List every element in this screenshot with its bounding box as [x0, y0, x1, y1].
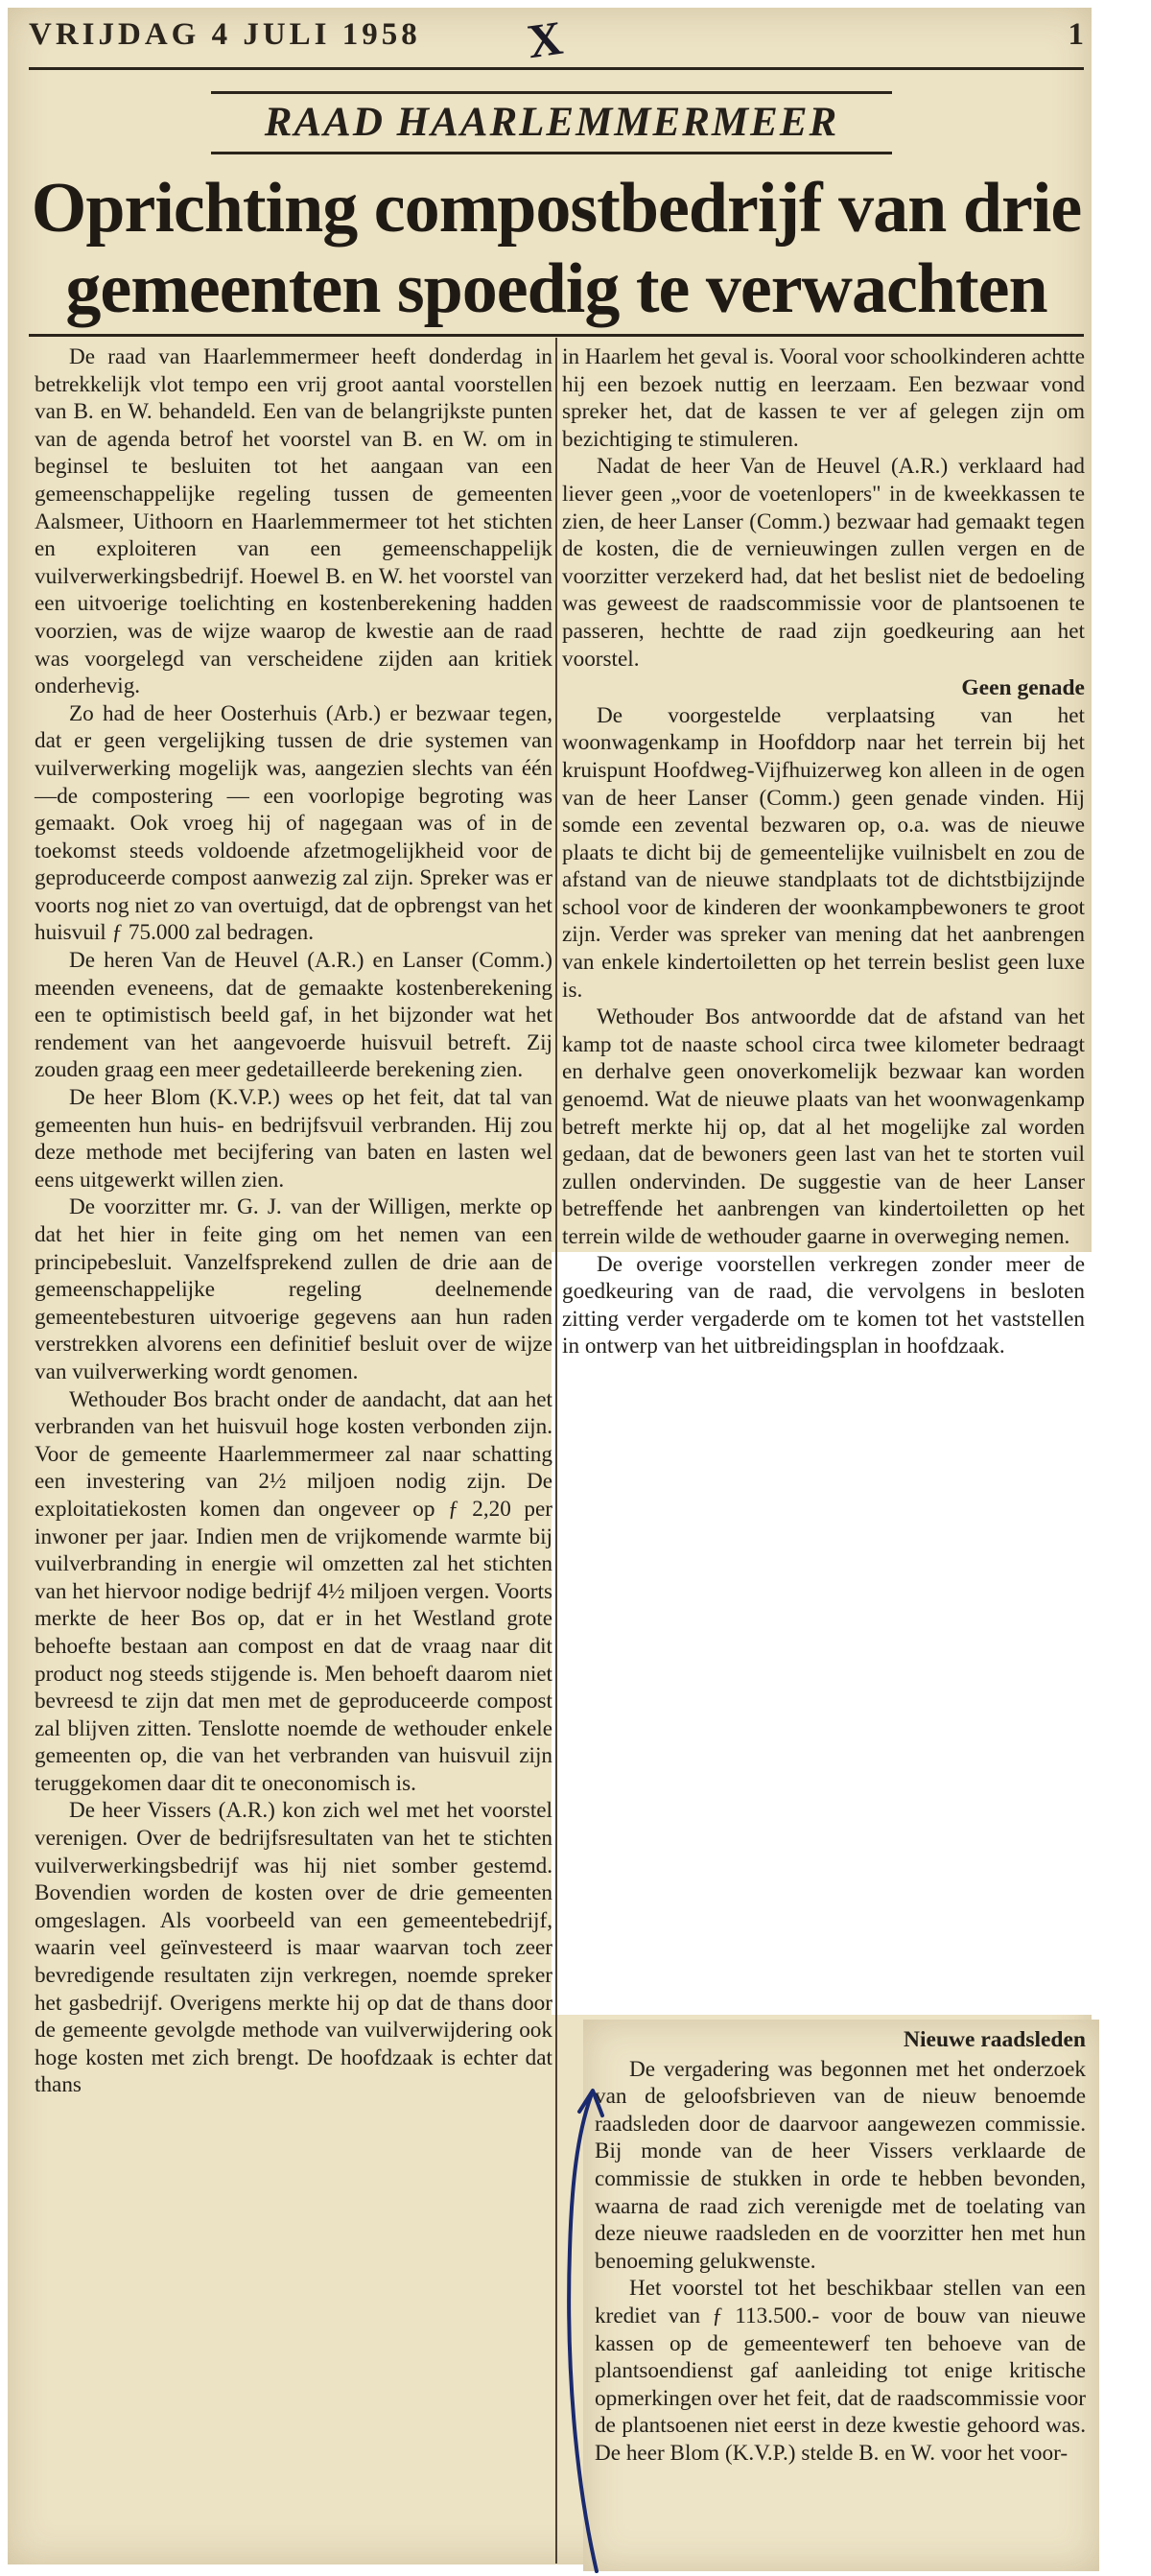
- handwritten-x-mark: X: [524, 10, 566, 69]
- paragraph: De voorgestelde verplaatsing van het woonwagenkamp in Hoofddorp naar het terrein bij het kruispunt Hoofdweg-Vijfhuizerweg kon alleen in de ogen van de heer Lanser (Comm.) geen genade vinden. Hij somde een zevental bezwaren op, o.a. was de nieuwe plaats te dicht bij de gemeentelijke vuilnisbelt en zou de afstand van de nieuwe standplaats tot de dichtstbijzijnde school voor de kinderen der woonkampbewoners te groot zijn. Verder was spreker van mening dat het aanbrengen van enkele kindertoiletten op het terrein beslist geen luxe is.: [562, 702, 1085, 1003]
- paragraph: De vergadering was begonnen met het onderzoek van de geloofsbrieven van de nieuw benoemde raadsleden door de daarvoor aangewezen commissie. Bij monde van de heer Vissers verklaarde de commissie de stukken in orde te hebben bevonden, waarna de raad zich verenigde met de toelating van deze nieuwe raadsleden en de voorzitter hen met hun benoeming gelukwenste.: [595, 2056, 1086, 2274]
- issue-date: VRIJDAG 4 JULI 1958: [29, 17, 421, 52]
- paragraph: Wethouder Bos antwoordde dat de afstand van het kamp tot de naaste school circa twee kilometer bedraagt en derhalve geen onoverkomelijk bezwaar kan worden genoemd. Wat de nieuwe plaats van het woonwagenkamp betreft merkte hij op, dat al het mogelijke zal worden gedaan, dat de bewoners geen last van het te storten vuil zullen ondervinden. De suggestie van de heer Lanser betreffende het aanbrengen van kindertoiletten op het terrein wilde de wethouder gaarne in overweging nemen.: [562, 1004, 1085, 1249]
- paragraph: in Haarlem het geval is. Vooral voor schoolkinderen achtte hij een bezoek nuttig en leerzaam. Een bezwaar vond spreker het, dat de kassen te ver af gelegen zijn om bezichtiging te stimuleren.: [562, 344, 1085, 452]
- paragraph: De voorzitter mr. G. J. van der Willigen, merkte op dat het hier in feite ging om het nemen van een principebesluit. Vanzelfsprekend zullen de drie aan de gemeenschappelijke regeling deelnemende gemeentebesturen uitvoerige gegevens aan hun raden verstrekken alvorens een definitief besluit over de wijze van vuilverwerking wordt genomen.: [35, 1194, 552, 1384]
- paragraph: Het voorstel tot het beschikbaar stellen van een krediet van ƒ 113.500.- voor de bouw van nieuwe kassen op de gemeentewerf ten behoeve van de plantsoendienst gaf aanleiding tot enige kritische opmerkingen over het feit, dat de raadscommissie voor de plantsoenen niet eerst in deze kwestie gehoord was. De heer Blom (K.V.P.) stelde B. en W. voor het voor-: [595, 2276, 1086, 2466]
- paragraph: De overige voorstellen verkregen zonder meer de goedkeuring van de raad, die vervolgens in besloten zitting verder vergaderde om te komen tot het vaststellen in ontwerp van het uitbreidingsplan in hoofdzaak.: [562, 1251, 1085, 1359]
- section-title: RAAD HAARLEMMERMEER: [211, 91, 892, 154]
- paragraph: Nadat de heer Van de Heuvel (A.R.) verklaard had liever geen „voor de voetenlopers" in de kweekkassen te zien, de heer Lanser (Comm.) bezwaar had gemaakt tegen de kosten, die de vernieuwingen zullen vergen en de voorzitter verzekerd had, dat het beslist niet de bedoeling was geweest de raadscommissie voor de plantsoenen te passeren, hechtte de raad zijn goedkeuring aan het voorstel.: [562, 454, 1085, 672]
- blank-area: [552, 1252, 1092, 2015]
- masthead: [29, 10, 1084, 70]
- paragraph: Wethouder Bos bracht onder de aandacht, dat aan het verbranden van het huisvuil hoge kosten verbonden zijn. Voor de gemeente Haarlemmermeer zal naar schatting een investering van 2½ miljoen nodig zijn. De exploitatiekosten komen dan ongeveer op ƒ 2,20 per inwoner per jaar. Indien men de vrijkomende warmte bij vuilverbranding in energie wil omzetten zal het stichten van het hiervoor nodige bedrijf 4½ miljoen vergen. Voorts merkte de heer Bos op, dat er in het Westland grote behoefte bestaan aan compost en dat de vraag naar dit product nog steeds stijgende is. Men behoeft daarom niet bevreesd te zijn dat men met de geproduceerde compost zal blijven zitten. Tenslotte noemde de wethouder enkele gemeenten op, die van het verbranden van huisvuil zijn teruggekomen daar dit te oneconomisch is.: [35, 1386, 552, 1796]
- paragraph: De heer Blom (K.V.P.) wees op het feit, dat tal van gemeenten hun huis- en bedrijfsvuil verbranden. Hij zou deze methode met becijfering van baten en lasten wel eens uitgewerkt willen zien.: [35, 1085, 552, 1193]
- headline: [29, 168, 1084, 329]
- paragraph: De raad van Haarlemmermeer heeft donderdag in betrekkelijk vlot tempo een vrij groot aantal voorstellen van B. en W. behandeld. Een van de belangrijkste punten van de agenda betrof het voorstel van B. en W. om in beginsel te besluiten tot het aangaan van een gemeenschappelijke regeling tussen de gemeenten Aalsmeer, Uithoorn en Haarlemmermeer tot het stichten en exploiteren van een gemeenschappelijk vuilverwerkingsbedrijf. Hoewel B. en W. het voorstel van een uitvoerige toelichting en kostenberekening hadden voorzien, was de wijze waarop de kwestie aan de raad was voorgelegd van verscheidene zijden aan kritiek onderhevig.: [35, 344, 552, 699]
- page-number: 1: [1068, 17, 1084, 52]
- handwritten-arrow-icon: [537, 2077, 623, 2576]
- headline-line-2: gemeenten spoedig te verwachten: [65, 249, 1047, 328]
- subhead-geen-genade: Geen genade: [961, 675, 1085, 701]
- column-top-rule: [29, 334, 1084, 337]
- right-column: [562, 343, 1085, 1360]
- clipping-column: [595, 2026, 1086, 2468]
- paragraph: De heren Van de Heuvel (A.R.) en Lanser (Comm.) meenden eveneens, dat de gemaakte kostenberekening een te optimistisch beeld gaf, in het bijzonder wat het rendement van het aangevoerde huisvuil betreft. Zij zouden graag een meer gedetailleerde berekening zien.: [35, 948, 552, 1083]
- paragraph: De heer Vissers (A.R.) kon zich wel met het voorstel verenigen. Over de bedrijfsresultaten van het te stichten vuilverwerkingsbedrijf was hij niet somber gestemd. Bovendien worden de kosten over de drie gemeenten omgeslagen. Als voorbeeld van een gemeentebedrijf, waarin veel geïnvesteerd is maar waarvan toch zeer bevredigende resultaten zijn verkregen, noemde spreker het gasbedrijf. Overigens merkte hij op dat de thans door de gemeente gevolgde methode van vuilverwijdering ook hoge kosten met zich brengt. De hoofdzaak is echter dat thans: [35, 1798, 552, 2098]
- left-column: [35, 343, 552, 2099]
- headline-line-1: Oprichting compostbedrijf van drie: [31, 169, 1082, 248]
- subhead-nieuwe-raadsleden: Nieuwe raadsleden: [904, 2027, 1086, 2052]
- paragraph: Zo had de heer Oosterhuis (Arb.) er bezwaar tegen, dat er geen vergelijking tussen de drie systemen van vuilverwerking mogelijk was, aangezien slechts van één —de compostering — een voorlopige begroting was gemaakt. Ook vroeg hij of nagegaan was of in de toekomst steeds voldoende afzetmogelijkheid voor de geproduceerde compost aanwezig zal zijn. Spreker was er voorts nog niet zo van overtuigd, dat de opbrengst van het huisvuil ƒ 75.000 zal bedragen.: [35, 700, 552, 946]
